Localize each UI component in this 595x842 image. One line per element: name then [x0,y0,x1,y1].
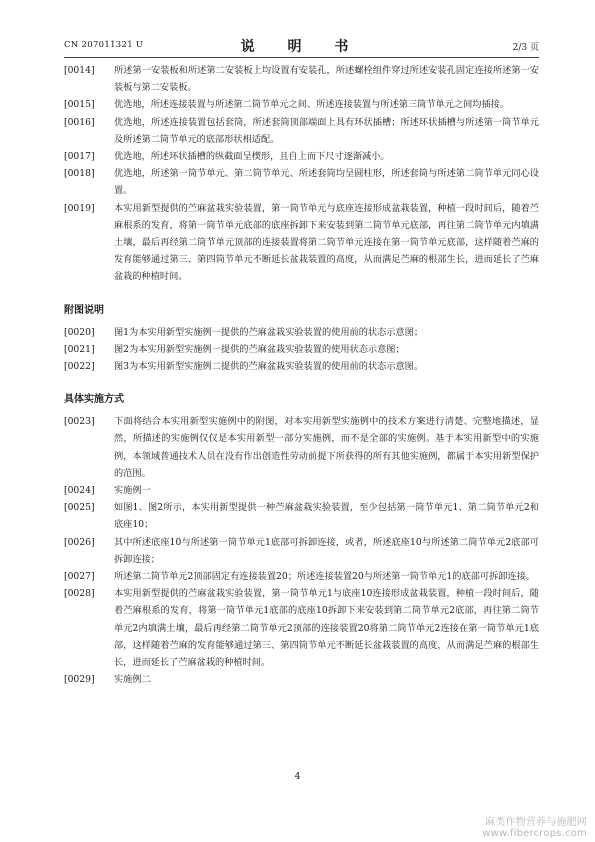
paragraph [64,324,539,341]
paragraph-group-summary [64,62,539,286]
page-number: 4 [294,772,301,782]
paragraph [64,585,539,671]
paragraph [64,148,539,165]
paragraph-group-figures [64,324,539,376]
document-title: 说 明 书 [240,39,363,55]
paragraph-text: 本实用新型提供的苎麻盆栽实验装置，第一筒节单元与底座连接形成盆栽装置，种植一段时间后，随着苎麻根系的发育，将第一筒节单元底部的底座拆卸下来安装到第二筒节单元底部，再往第二筒节单元内填满土壤，最后再经第二筒节单元顶部的连接装置将第二筒节单元连接在第一筒节单元底部，这样随着苎麻的发育能够通过第三、第四筒节单元不断延长盆栽装置的高度，从而满足苎麻的根部生长，进而延长了苎麻盆栽的种植时间。 [114,202,539,283]
paragraph [64,568,539,585]
paragraph-number: [0025] [64,502,95,514]
paragraph-text: 优选地，所述环状插槽的纵截面呈楔形，且自上而下尺寸逐渐减小。 [114,151,390,163]
paragraph [64,200,539,286]
paragraph-text: 实施例二 [114,674,151,686]
paragraph-group-embodiments [64,413,539,688]
paragraph-number: [0029] [64,674,95,686]
watermark [482,813,587,839]
paragraph-number: [0022] [64,361,95,373]
paragraph-number: [0023] [64,416,95,428]
watermark-text: 麻类作物营养与施肥网 www.fibercrops.com [482,817,587,839]
paragraph-text: 图3为本实用新型实施例二提供的苎麻盆栽实验装置的使用前的状态示意图。 [114,361,424,373]
paragraph-number: [0020] [64,326,95,338]
paragraph-text: 图2为本实用新型实施例一提供的苎麻盆栽实验装置的使用状态示意图； [114,343,405,355]
section-heading-figures: 附图说明 [64,304,104,316]
paragraph [64,413,539,482]
paragraph-text: 本实用新型提供的苎麻盆栽实验装置，第一筒节单元1与底座10连接形成盆栽装置，种植一段时间后，随着苎麻根系的发育，将第一筒节单元1底部的底座10拆卸下来安装到第二筒节单元2底部，再往第二筒节单元2内填满土壤，最后再经第二筒节单元2顶部的连接装置20将第二筒节单元2连接在第一筒节单元1底部，这样随着苎麻的发育能够通过第三、第四筒节单元不断延长盆栽装置的高度，从而满足苎麻的根部生长，进而延长了苎麻盆栽的种植时间。 [114,588,539,669]
paragraph [64,165,539,199]
paragraph-number: [0019] [64,202,95,214]
paragraph-text: 实施例一 [114,485,151,497]
document-id: CN 207011321 U [64,40,144,50]
paragraph-number: [0026] [64,536,95,548]
paragraph-text: 所述第二筒节单元2顶部固定有连接装置20；所述连接装置20与所述第一筒节单元1的底部可拆卸连接。 [114,571,535,583]
paragraph-number: [0014] [64,65,95,76]
paragraph-text: 图1为本实用新型实施例一提供的苎麻盆栽实验装置的使用前的状态示意图； [114,326,424,338]
paragraph-text: 下面将结合本实用新型实施例中的附图，对本实用新型实施例中的技术方案进行清楚、完整地描述，显然，所描述的实施例仅仅是本实用新型一部分实施例，而不是全部的实施例。基于本实用新型中的实施例，本领域普通技术人员在没有作出创造性劳动前提下所获得的所有其他实施例，都属于本实用新型保护的范围。 [114,416,539,479]
paragraph [64,62,539,96]
paragraph-text: 所述第一安装板和所述第二安装板上均设置有安装孔，所述螺栓组件穿过所述安装孔固定连接所述第一安装板与第二安装板。 [114,65,539,94]
paragraph [64,96,539,113]
paragraph-number: [0015] [64,99,95,111]
paragraph-number: [0018] [64,168,95,180]
paragraph-number: [0021] [64,343,95,355]
paragraph-text: 优选地，所述第一筒节单元、第二筒节单元、所述套筒均呈圆柱形，所述套筒与所述第二筒节单元同心设置。 [114,168,539,197]
paragraph-number: [0027] [64,571,95,583]
page-header [64,36,539,54]
paragraph [64,671,539,688]
document-body [64,62,539,689]
paragraph-number: [0017] [64,151,95,163]
paragraph-text: 如图1、图2所示，本实用新型提供一种苎麻盆栽实验装置，至少包括第一筒节单元1、第二筒节单元2和底座10； [114,502,539,531]
paragraph [64,534,539,568]
paragraph-number: [0028] [64,588,95,600]
paragraph-text: 优选地，所述连接装置与所述第二筒节单元之间、所述连接装置与所述第三筒节单元之间均插接。 [114,99,510,111]
paragraph-text: 其中所述底座10与所述第一筒节单元1底部可拆卸连接，或者，所述底座10与所述第二筒节单元2底部可拆卸连接； [114,536,539,565]
paragraph [64,114,539,148]
paragraph [64,499,539,533]
paragraph-number: [0016] [64,116,95,128]
paragraph-text: 优选地，所述连接装置包括套筒，所述套筒顶部端面上具有环状插槽；所述环状插槽与所述第一筒节单元及所述第二筒节单元的底部形状相适配。 [114,116,539,145]
paragraph [64,482,539,499]
paragraph-number: [0024] [64,485,95,497]
paragraph [64,358,539,375]
paragraph [64,341,539,358]
header-divider [64,57,539,58]
section-heading-embodiments: 具体实施方式 [64,394,124,406]
page-indicator: 2/3 页 [512,43,539,53]
